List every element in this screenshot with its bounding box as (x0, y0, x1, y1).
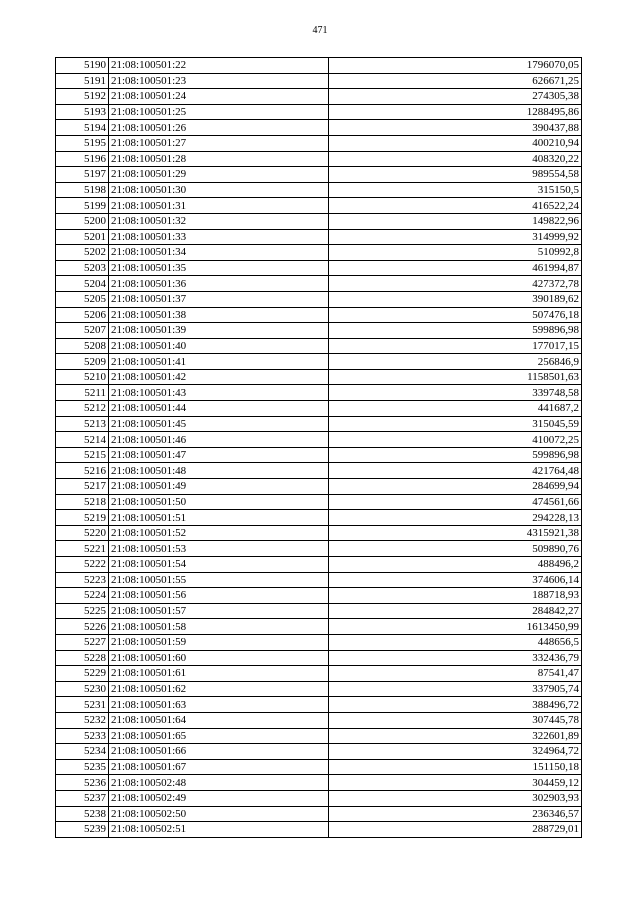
cadastral-value-cell: 314999,92 (329, 229, 582, 245)
cadastral-number-cell: 21:08:100501:47 (109, 447, 329, 463)
cadastral-number-cell: 21:08:100501:60 (109, 650, 329, 666)
cadastral-number-cell: 21:08:100501:53 (109, 541, 329, 557)
cadastral-value-cell: 510992,8 (329, 245, 582, 261)
cadastral-value-cell: 274305,38 (329, 89, 582, 105)
row-number-cell: 5225 (56, 603, 109, 619)
cadastral-number-cell: 21:08:100501:44 (109, 401, 329, 417)
cadastral-value-cell: 400210,94 (329, 135, 582, 151)
cadastral-number-cell: 21:08:100501:40 (109, 338, 329, 354)
cadastral-value-cell: 599896,98 (329, 323, 582, 339)
table-row (56, 634, 582, 650)
cadastral-number-cell: 21:08:100501:63 (109, 697, 329, 713)
table-row (56, 58, 582, 74)
table-row (56, 385, 582, 401)
cadastral-value-cell: 427372,78 (329, 276, 582, 292)
cadastral-value-cell: 989554,58 (329, 167, 582, 183)
table-row (56, 167, 582, 183)
cadastral-value-cell: 1158501,63 (329, 369, 582, 385)
cadastral-value-cell: 324964,72 (329, 744, 582, 760)
row-number-cell: 5212 (56, 401, 109, 417)
cadastral-number-cell: 21:08:100501:51 (109, 510, 329, 526)
cadastral-value-cell: 4315921,38 (329, 525, 582, 541)
table-row (56, 447, 582, 463)
row-number-cell: 5203 (56, 260, 109, 276)
table-row (56, 276, 582, 292)
table-row (56, 557, 582, 573)
table-row (56, 588, 582, 604)
table-row (56, 104, 582, 120)
table-row (56, 525, 582, 541)
cadastral-number-cell: 21:08:100501:52 (109, 525, 329, 541)
row-number-cell: 5227 (56, 634, 109, 650)
cadastral-number-cell: 21:08:100501:66 (109, 744, 329, 760)
cadastral-value-cell: 1613450,99 (329, 619, 582, 635)
cadastral-value-cell: 304459,12 (329, 775, 582, 791)
cadastral-number-cell: 21:08:100501:64 (109, 712, 329, 728)
cadastral-value-cell: 388496,72 (329, 697, 582, 713)
cadastral-value-cell: 390437,88 (329, 120, 582, 136)
table-row (56, 728, 582, 744)
cadastral-value-cell: 188718,93 (329, 588, 582, 604)
row-number-cell: 5231 (56, 697, 109, 713)
page-number: 471 (312, 25, 328, 36)
cadastral-number-cell: 21:08:100501:59 (109, 634, 329, 650)
cadastral-number-cell: 21:08:100501:23 (109, 73, 329, 89)
table-row (56, 198, 582, 214)
table-row (56, 479, 582, 495)
table-row (56, 666, 582, 682)
table-row (56, 229, 582, 245)
cadastral-number-cell: 21:08:100501:42 (109, 369, 329, 385)
table-row (56, 213, 582, 229)
cadastral-value-cell: 151150,18 (329, 759, 582, 775)
cadastral-number-cell: 21:08:100501:48 (109, 463, 329, 479)
cadastral-number-cell: 21:08:100501:58 (109, 619, 329, 635)
cadastral-number-cell: 21:08:100501:61 (109, 666, 329, 682)
cadastral-number-cell: 21:08:100501:35 (109, 260, 329, 276)
row-number-cell: 5235 (56, 759, 109, 775)
cadastral-value-cell: 410072,25 (329, 432, 582, 448)
cadastral-value-cell: 1796070,05 (329, 58, 582, 74)
cadastral-number-cell: 21:08:100501:39 (109, 323, 329, 339)
cadastral-number-cell: 21:08:100501:29 (109, 167, 329, 183)
table-row (56, 369, 582, 385)
row-number-cell: 5193 (56, 104, 109, 120)
cadastral-value-table (55, 57, 582, 838)
cadastral-value-cell: 448656,5 (329, 634, 582, 650)
row-number-cell: 5201 (56, 229, 109, 245)
cadastral-value-cell: 177017,15 (329, 338, 582, 354)
row-number-cell: 5211 (56, 385, 109, 401)
cadastral-value-cell: 315150,5 (329, 182, 582, 198)
table-row (56, 603, 582, 619)
row-number-cell: 5208 (56, 338, 109, 354)
row-number-cell: 5238 (56, 806, 109, 822)
table-row (56, 697, 582, 713)
cadastral-number-cell: 21:08:100501:38 (109, 307, 329, 323)
cadastral-number-cell: 21:08:100501:50 (109, 494, 329, 510)
cadastral-value-cell: 1288495,86 (329, 104, 582, 120)
cadastral-value-cell: 599896,98 (329, 447, 582, 463)
cadastral-value-cell: 236346,57 (329, 806, 582, 822)
row-number-cell: 5237 (56, 790, 109, 806)
cadastral-value-cell: 332436,79 (329, 650, 582, 666)
cadastral-number-cell: 21:08:100501:37 (109, 291, 329, 307)
cadastral-number-cell: 21:08:100501:30 (109, 182, 329, 198)
cadastral-value-cell: 507476,18 (329, 307, 582, 323)
table-row (56, 338, 582, 354)
row-number-cell: 5217 (56, 479, 109, 495)
cadastral-number-cell: 21:08:100501:46 (109, 432, 329, 448)
row-number-cell: 5239 (56, 822, 109, 838)
row-number-cell: 5224 (56, 588, 109, 604)
row-number-cell: 5215 (56, 447, 109, 463)
cadastral-number-cell: 21:08:100501:33 (109, 229, 329, 245)
row-number-cell: 5210 (56, 369, 109, 385)
table-row (56, 401, 582, 417)
cadastral-number-cell: 21:08:100501:28 (109, 151, 329, 167)
table-row (56, 260, 582, 276)
table-row (56, 806, 582, 822)
row-number-cell: 5194 (56, 120, 109, 136)
cadastral-value-cell: 302903,93 (329, 790, 582, 806)
table-row (56, 744, 582, 760)
row-number-cell: 5200 (56, 213, 109, 229)
table-row (56, 354, 582, 370)
cadastral-value-cell: 416522,24 (329, 198, 582, 214)
cadastral-number-cell: 21:08:100501:34 (109, 245, 329, 261)
row-number-cell: 5233 (56, 728, 109, 744)
cadastral-number-cell: 21:08:100501:25 (109, 104, 329, 120)
cadastral-number-cell: 21:08:100501:56 (109, 588, 329, 604)
cadastral-value-cell: 307445,78 (329, 712, 582, 728)
row-number-cell: 5196 (56, 151, 109, 167)
cadastral-number-cell: 21:08:100501:26 (109, 120, 329, 136)
table-row (56, 494, 582, 510)
cadastral-value-cell: 294228,13 (329, 510, 582, 526)
row-number-cell: 5226 (56, 619, 109, 635)
table-row (56, 463, 582, 479)
cadastral-value-cell: 315045,59 (329, 416, 582, 432)
row-number-cell: 5205 (56, 291, 109, 307)
cadastral-number-cell: 21:08:100501:62 (109, 681, 329, 697)
table-row (56, 323, 582, 339)
cadastral-value-cell: 626671,25 (329, 73, 582, 89)
cadastral-number-cell: 21:08:100501:43 (109, 385, 329, 401)
table-row (56, 73, 582, 89)
cadastral-number-cell: 21:08:100501:41 (109, 354, 329, 370)
row-number-cell: 5228 (56, 650, 109, 666)
cadastral-value-cell: 374606,14 (329, 572, 582, 588)
table-row (56, 759, 582, 775)
row-number-cell: 5221 (56, 541, 109, 557)
table-row (56, 135, 582, 151)
cadastral-number-cell: 21:08:100501:54 (109, 557, 329, 573)
row-number-cell: 5214 (56, 432, 109, 448)
cadastral-number-cell: 21:08:100501:67 (109, 759, 329, 775)
row-number-cell: 5236 (56, 775, 109, 791)
cadastral-value-cell: 337905,74 (329, 681, 582, 697)
cadastral-value-cell: 488496,2 (329, 557, 582, 573)
cadastral-number-cell: 21:08:100501:31 (109, 198, 329, 214)
cadastral-number-cell: 21:08:100501:22 (109, 58, 329, 74)
cadastral-value-cell: 87541,47 (329, 666, 582, 682)
row-number-cell: 5216 (56, 463, 109, 479)
table-row (56, 416, 582, 432)
cadastral-value-cell: 339748,58 (329, 385, 582, 401)
row-number-cell: 5198 (56, 182, 109, 198)
row-number-cell: 5197 (56, 167, 109, 183)
table-row (56, 510, 582, 526)
table-row (56, 307, 582, 323)
table-row (56, 245, 582, 261)
cadastral-number-cell: 21:08:100501:45 (109, 416, 329, 432)
row-number-cell: 5234 (56, 744, 109, 760)
row-number-cell: 5206 (56, 307, 109, 323)
cadastral-value-cell: 284842,27 (329, 603, 582, 619)
row-number-cell: 5220 (56, 525, 109, 541)
row-number-cell: 5223 (56, 572, 109, 588)
table-row (56, 89, 582, 105)
cadastral-number-cell: 21:08:100502:51 (109, 822, 329, 838)
table-row (56, 541, 582, 557)
row-number-cell: 5230 (56, 681, 109, 697)
table-row (56, 120, 582, 136)
row-number-cell: 5209 (56, 354, 109, 370)
row-number-cell: 5207 (56, 323, 109, 339)
cadastral-number-cell: 21:08:100502:48 (109, 775, 329, 791)
table-row (56, 681, 582, 697)
cadastral-number-cell: 21:08:100501:36 (109, 276, 329, 292)
cadastral-number-cell: 21:08:100501:24 (109, 89, 329, 105)
row-number-cell: 5199 (56, 198, 109, 214)
cadastral-number-cell: 21:08:100501:27 (109, 135, 329, 151)
cadastral-value-cell: 284699,94 (329, 479, 582, 495)
row-number-cell: 5218 (56, 494, 109, 510)
cadastral-number-cell: 21:08:100501:49 (109, 479, 329, 495)
row-number-cell: 5222 (56, 557, 109, 573)
row-number-cell: 5232 (56, 712, 109, 728)
cadastral-value-cell: 474561,66 (329, 494, 582, 510)
table-row (56, 775, 582, 791)
table-row (56, 619, 582, 635)
cadastral-number-cell: 21:08:100502:50 (109, 806, 329, 822)
cadastral-value-cell: 441687,2 (329, 401, 582, 417)
table-row (56, 822, 582, 838)
cadastral-value-cell: 421764,48 (329, 463, 582, 479)
cadastral-value-cell: 461994,87 (329, 260, 582, 276)
table-row (56, 291, 582, 307)
cadastral-value-cell: 408320,22 (329, 151, 582, 167)
table-row (56, 790, 582, 806)
cadastral-value-cell: 509890,76 (329, 541, 582, 557)
cadastral-value-cell: 322601,89 (329, 728, 582, 744)
cadastral-value-cell: 256846,9 (329, 354, 582, 370)
table-body (56, 58, 582, 838)
row-number-cell: 5195 (56, 135, 109, 151)
table-row (56, 151, 582, 167)
cadastral-number-cell: 21:08:100501:55 (109, 572, 329, 588)
table-row (56, 182, 582, 198)
row-number-cell: 5229 (56, 666, 109, 682)
row-number-cell: 5202 (56, 245, 109, 261)
cadastral-number-cell: 21:08:100501:32 (109, 213, 329, 229)
row-number-cell: 5191 (56, 73, 109, 89)
row-number-cell: 5219 (56, 510, 109, 526)
table-row (56, 572, 582, 588)
table-row (56, 650, 582, 666)
cadastral-number-cell: 21:08:100502:49 (109, 790, 329, 806)
row-number-cell: 5213 (56, 416, 109, 432)
table-row (56, 712, 582, 728)
cadastral-value-cell: 149822,96 (329, 213, 582, 229)
row-number-cell: 5190 (56, 58, 109, 74)
cadastral-value-cell: 288729,01 (329, 822, 582, 838)
row-number-cell: 5192 (56, 89, 109, 105)
cadastral-value-cell: 390189,62 (329, 291, 582, 307)
cadastral-number-cell: 21:08:100501:65 (109, 728, 329, 744)
table-row (56, 432, 582, 448)
cadastral-number-cell: 21:08:100501:57 (109, 603, 329, 619)
row-number-cell: 5204 (56, 276, 109, 292)
